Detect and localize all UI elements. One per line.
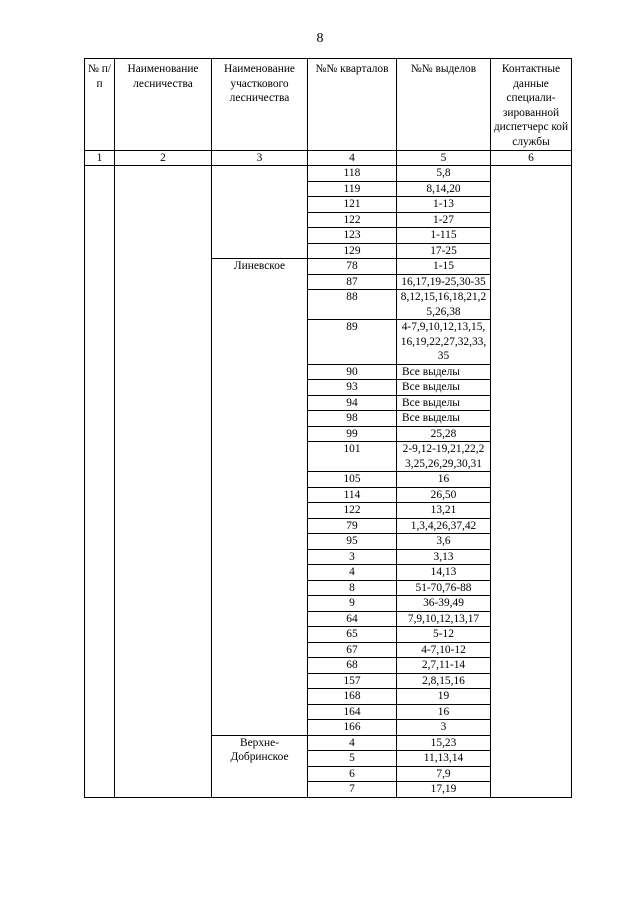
quarter-cell: 129	[308, 243, 397, 259]
plots-cell: 1-13	[397, 197, 491, 213]
quarter-cell: 122	[308, 503, 397, 519]
header-quarters: №№ кварталов	[308, 59, 397, 151]
quarter-cell: 68	[308, 658, 397, 674]
quarter-cell: 9	[308, 596, 397, 612]
quarter-cell: 164	[308, 704, 397, 720]
quarter-cell: 98	[308, 411, 397, 427]
quarter-cell: 8	[308, 580, 397, 596]
quarter-cell: 5	[308, 751, 397, 767]
quarter-cell: 6	[308, 766, 397, 782]
quarter-cell: 119	[308, 181, 397, 197]
plots-cell: 1-115	[397, 228, 491, 244]
quarter-cell: 122	[308, 212, 397, 228]
column-number: 4	[308, 151, 397, 166]
quarter-cell: 157	[308, 673, 397, 689]
quarter-cell: 88	[308, 290, 397, 320]
quarter-cell: 93	[308, 380, 397, 396]
quarter-cell: 79	[308, 518, 397, 534]
column-number: 2	[115, 151, 212, 166]
plots-cell: 17-25	[397, 243, 491, 259]
quarter-cell: 89	[308, 320, 397, 365]
plots-cell: 1-15	[397, 259, 491, 275]
num-cell	[85, 166, 115, 798]
quarter-cell: 78	[308, 259, 397, 275]
plots-cell: 2-9,12-19,21,22,23,25,26,29,30,31	[397, 442, 491, 472]
header-plots: №№ выделов	[397, 59, 491, 151]
district-cell-verkhne-dobrinskoe: Верхне-Добринское	[212, 735, 308, 797]
plots-cell: 5-12	[397, 627, 491, 643]
district-cell-linevskoe: Линевское	[212, 259, 308, 736]
page-number: 8	[316, 31, 324, 46]
quarter-cell: 168	[308, 689, 397, 705]
quarter-cell: 90	[308, 364, 397, 380]
plots-cell: 2,7,11-14	[397, 658, 491, 674]
plots-cell: 8,14,20	[397, 181, 491, 197]
plots-cell: Все выделы	[397, 380, 491, 396]
plots-cell: 25,28	[397, 426, 491, 442]
plots-cell: 19	[397, 689, 491, 705]
table-row	[85, 166, 572, 182]
plots-cell: 17,19	[397, 782, 491, 798]
quarter-cell: 114	[308, 487, 397, 503]
column-number: 5	[397, 151, 491, 166]
header-contacts: Контактные данные специали- зированной диспетчерс кой службы	[491, 59, 572, 151]
plots-cell: 16	[397, 472, 491, 488]
plots-cell: 3	[397, 720, 491, 736]
plots-cell: 8,12,15,16,18,21,25,26,38	[397, 290, 491, 320]
plots-cell: 3,6	[397, 534, 491, 550]
quarter-cell: 4	[308, 735, 397, 751]
quarter-cell: 121	[308, 197, 397, 213]
plots-cell: 15,23	[397, 735, 491, 751]
quarter-cell: 95	[308, 534, 397, 550]
column-number: 1	[85, 151, 115, 166]
forestry-table	[84, 58, 572, 798]
column-number: 6	[491, 151, 572, 166]
plots-cell: 1,3,4,26,37,42	[397, 518, 491, 534]
plots-cell: 26,50	[397, 487, 491, 503]
plots-cell: 36-39,49	[397, 596, 491, 612]
quarter-cell: 118	[308, 166, 397, 182]
plots-cell: 11,13,14	[397, 751, 491, 767]
quarter-cell: 7	[308, 782, 397, 798]
quarter-cell: 87	[308, 274, 397, 290]
column-number: 3	[212, 151, 308, 166]
forestry-cell	[115, 166, 212, 798]
plots-cell: 5,8	[397, 166, 491, 182]
quarter-cell: 99	[308, 426, 397, 442]
plots-cell: 3,13	[397, 549, 491, 565]
quarter-cell: 123	[308, 228, 397, 244]
quarter-cell: 105	[308, 472, 397, 488]
plots-cell: 14,13	[397, 565, 491, 581]
plots-cell: 16,17,19-25,30-35	[397, 274, 491, 290]
plots-cell: 1-27	[397, 212, 491, 228]
plots-cell: 2,8,15,16	[397, 673, 491, 689]
quarter-cell: 64	[308, 611, 397, 627]
plots-cell: 16	[397, 704, 491, 720]
header-district-forestry: Наименование участкового лесничества	[212, 59, 308, 151]
plots-cell: 51-70,76-88	[397, 580, 491, 596]
plots-cell: 4-7,9,10,12,13,15,16,19,22,27,32,33,35	[397, 320, 491, 365]
contacts-cell	[491, 166, 572, 798]
column-number-row	[85, 151, 572, 166]
quarter-cell: 166	[308, 720, 397, 736]
quarter-cell: 65	[308, 627, 397, 643]
quarter-cell: 101	[308, 442, 397, 472]
plots-cell: Все выделы	[397, 364, 491, 380]
plots-cell: 7,9	[397, 766, 491, 782]
header-num: № п/п	[85, 59, 115, 151]
plots-cell: Все выделы	[397, 411, 491, 427]
quarter-cell: 67	[308, 642, 397, 658]
plots-cell: 13,21	[397, 503, 491, 519]
plots-cell: 7,9,10,12,13,17	[397, 611, 491, 627]
district-cell-continued	[212, 166, 308, 259]
plots-cell: Все выделы	[397, 395, 491, 411]
header-row	[85, 59, 572, 151]
header-forestry: Наименование лесничества	[115, 59, 212, 151]
plots-cell: 4-7,10-12	[397, 642, 491, 658]
quarter-cell: 94	[308, 395, 397, 411]
quarter-cell: 4	[308, 565, 397, 581]
quarter-cell: 3	[308, 549, 397, 565]
